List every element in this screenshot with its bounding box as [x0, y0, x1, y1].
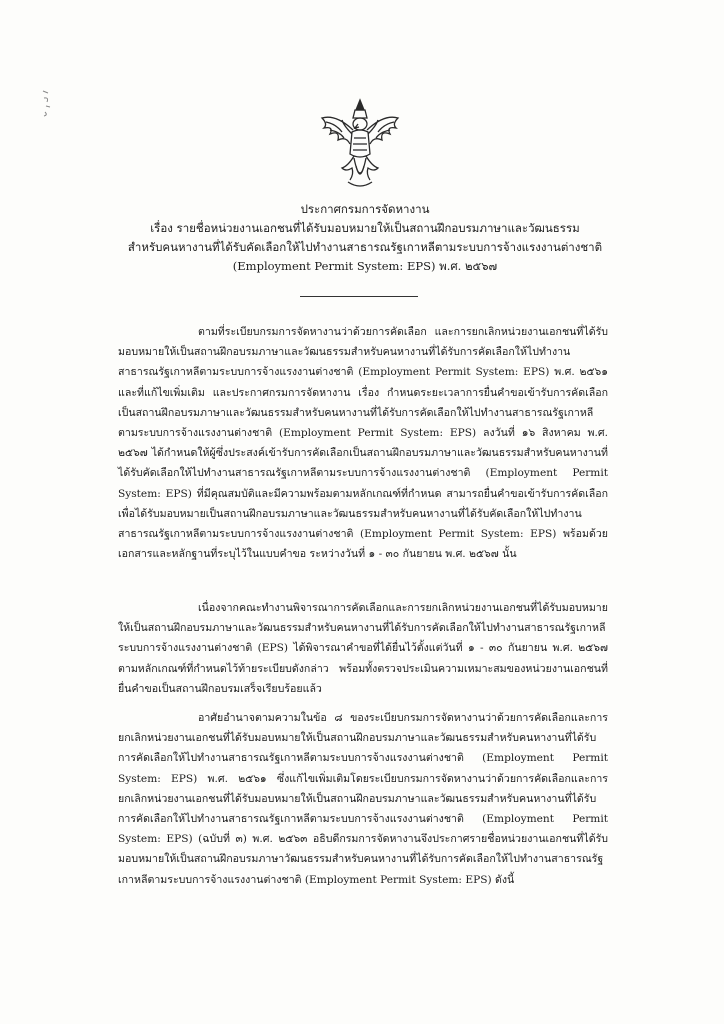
subject-line-2: สำหรับคนหางานที่ได้รับคัดเลือกให้ไปทำงานสาธารณรัฐเกาหลีตามระบบการจ้างแรงงานต่างชาติ: [127, 240, 603, 254]
garuda-emblem-icon: [312, 96, 408, 192]
paragraph-2-text: เนื่องจากคณะทำงานพิจารณาการคัดเลือกและการยกเลิกหน่วยงานเอกชนที่ได้รับมอบหมายให้เป็นสถานฝึกอบรมภาษาและวัฒนธรรมสำหรับคนหางานที่ได้รับการคัดเลือกให้ไปทำงานสาธารณรัฐเกาหลีระบบการจ้างแรงงานต่างชาติ (EPS) ได้พิจารณาคำขอที่ได้ยื่นไว้ตั้งแต่วันที่ ๑ - ๓๐ กันยายน พ.ศ. ๒๕๖๗ ตามหลักเกณฑ์ที่กำหนดไว้ท้ายระเบียบดังกล่าว พร้อมทั้งตรวจประเมินความเหมาะสมของหน่วยงานเอกชนที่ยื่นคำขอเป็นสถานฝึกอบรมเสร็จเรียบร้อยแล้ว: [118, 602, 608, 695]
paragraph-3-text: อาศัยอำนาจตามความในข้อ ๘ ของระเบียบกรมการจัดหางานว่าด้วยการคัดเลือกและการยกเลิกหน่วยงานเอกชนที่ได้รับมอบหมายให้เป็นสถานฝึกอบรมภาษาและวัฒนธรรมสำหรับคนหางานที่ได้รับการคัดเลือกให้ไปทำงานสาธารณรัฐเกาหลีตามระบบการจ้างแรงงานต่างชาติ (Employment Permit System: EPS) พ.ศ. ๒๕๖๑ ซึ่งแก้ไขเพิ่มเติมโดยระเบียบกรมการจัดหางานว่าด้วยการคัดเลือกและการยกเลิกหน่วยงานเอกชนที่ได้รับมอบหมายให้เป็นสถานฝึกอบรมภาษาและวัฒนธรรมสำหรับคนหางานที่ได้รับการคัดเลือกให้ไปทำงานสาธารณรัฐเกาหลีตามระบบการจ้างแรงงานต่างชาติ (Employment Permit System: EPS) (ฉบับที่ ๓) พ.ศ. ๒๕๖๓ อธิบดีกรมการจัดหางานจึงประกาศรายชื่อหน่วยงานเอกชนที่ได้รับมอบหมายให้เป็นสถานฝึกอบรมภาษาวัฒนธรรมสำหรับคนหางานที่ได้รับการคัดเลือกให้ไปทำงานสาธารณรัฐเกาหลีตามระบบการจ้างแรงงานต่างชาติ (Employment Permit System: EPS) ดังนี้: [118, 712, 608, 886]
body-paragraph-2: [118, 598, 608, 699]
agency-title: ประกาศกรมการจัดหางาน: [300, 202, 430, 216]
heading-divider: [300, 296, 418, 297]
announcement-heading: [120, 200, 610, 276]
paragraph-1-text: ตามที่ระเบียบกรมการจัดหางานว่าด้วยการคัดเลือก และการยกเลิกหน่วยงานเอกชนที่ได้รับมอบหมายให้เป็นสถานฝึกอบรมภาษาและวัฒนธรรมสำหรับคนหางานที่ได้รับการคัดเลือกให้ไปทำงานสาธารณรัฐเกาหลีตามระบบการจ้างแรงงานต่างชาติ (Employment Permit System: EPS) พ.ศ. ๒๕๖๑ และที่แก้ไขเพิ่มเติม และประกาศกรมการจัดหางาน เรื่อง กำหนดระยะเวลาการยื่นคำขอเข้ารับการคัดเลือกเป็นสถานฝึกอบรมภาษาและวัฒนธรรมสำหรับคนหางานที่ได้รับการคัดเลือกให้ไปทำงานสาธารณรัฐเกาหลีตามระบบการจ้างแรงงานต่างชาติ (Employment Permit System: EPS) ลงวันที่ ๑๖ สิงหาคม พ.ศ. ๒๕๖๗ ได้กำหนดให้ผู้ซึ่งประสงค์เข้ารับการคัดเลือกเป็นสถานฝึกอบรมภาษาและวัฒนธรรมสำหรับคนหางานที่ได้รับคัดเลือกให้ไปทำงานสาธารณรัฐเกาหลีตามระบบการจ้างแรงงานต่างชาติ (Employment Permit System: EPS) ที่มีคุณสมบัติและมีความพร้อมตามหลักเกณฑ์ที่กำหนด สามารถยื่นคำขอเข้ารับการคัดเลือกเพื่อได้รับมอบหมายเป็นสถานฝึกอบรมภาษาและวัฒนธรรมสำหรับคนหางานที่ได้รับคัดเลือกให้ไปทำงานสาธารณรัฐเกาหลีตามระบบการจ้างแรงงานต่างชาติ (Employment Permit System: EPS) พร้อมด้วยเอกสารและหลักฐานที่ระบุไว้ในแบบคำขอ ระหว่างวันที่ ๑ - ๓๐ กันยายน พ.ศ. ๒๕๖๗ นั้น: [118, 326, 608, 561]
subject-line-1: เรื่อง รายชื่อหน่วยงานเอกชนที่ได้รับมอบหมายให้เป็นสถานฝึกอบรมภาษาและวัฒนธรรม: [150, 221, 580, 235]
body-paragraph-3: [118, 708, 608, 890]
margin-scribble-mark: [40, 88, 58, 118]
body-paragraph-1: [118, 322, 608, 564]
subject-line-3: (Employment Permit System: EPS) พ.ศ. ๒๕๖๗: [232, 259, 498, 273]
